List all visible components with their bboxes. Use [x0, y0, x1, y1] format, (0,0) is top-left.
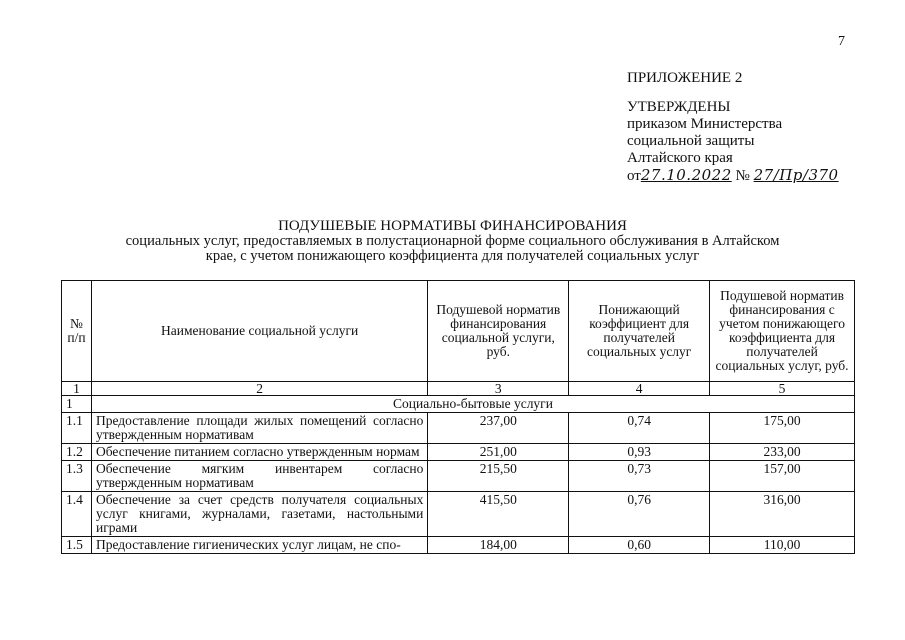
- row-service-name: Предоставление гигиенических услуг лицам, не спо-: [91, 537, 427, 554]
- row-coefficient: 0,93: [569, 444, 710, 461]
- row-service-name: Обеспечение мягким инвентарем согласно утвержденным нормативам: [91, 461, 427, 492]
- header-index: № п/п: [62, 281, 92, 382]
- row-result: 175,00: [710, 413, 855, 444]
- row-result: 110,00: [710, 537, 855, 554]
- approval-line-2: социальной защиты: [627, 133, 755, 149]
- row-index: 1.5: [62, 537, 92, 554]
- header-result: Подушевой норматив финансирования с учетом понижающего коэффициента для получателей социальных услуг, руб.: [710, 281, 855, 382]
- column-number: 4: [569, 382, 710, 396]
- column-number: 1: [62, 382, 92, 396]
- number-prefix: №: [735, 168, 750, 184]
- row-service-name: Обеспечение за счет средств получателя социальных услуг книгами, журналами, газетами, настольными играми: [91, 492, 427, 537]
- appendix-title: ПРИЛОЖЕНИЕ 2: [627, 70, 743, 86]
- header-coefficient: Понижающий коэффициент для получателей социальных услуг: [569, 281, 710, 382]
- row-norm: 184,00: [428, 537, 569, 554]
- page-number: 7: [838, 34, 845, 49]
- table-row: [62, 492, 855, 537]
- approval-line-3: Алтайского края: [627, 150, 733, 166]
- column-number: 3: [428, 382, 569, 396]
- column-number: 5: [710, 382, 855, 396]
- table-row: [62, 461, 855, 492]
- row-norm: 237,00: [428, 413, 569, 444]
- row-result: 233,00: [710, 444, 855, 461]
- column-number-row: [62, 382, 855, 396]
- table-row: [62, 537, 855, 554]
- section-row: [62, 396, 855, 413]
- section-title: Социально-бытовые услуги: [91, 396, 854, 413]
- row-result: 316,00: [710, 492, 855, 537]
- row-norm: 215,50: [428, 461, 569, 492]
- table-header-row: [62, 281, 855, 382]
- table-row: [62, 444, 855, 461]
- approved-label: УТВЕРЖДЕНЫ: [627, 99, 731, 115]
- table-row: [62, 413, 855, 444]
- date-prefix: от: [627, 168, 641, 184]
- row-coefficient: 0,74: [569, 413, 710, 444]
- header-service-name: Наименование социальной услуги: [91, 281, 427, 382]
- row-norm: 415,50: [428, 492, 569, 537]
- handwritten-date: 27.10.2022: [640, 166, 732, 184]
- section-index: 1: [62, 396, 92, 413]
- approval-block: [627, 70, 839, 185]
- document-title: [0, 219, 905, 264]
- approval-line-1: приказом Министерства: [627, 116, 783, 132]
- handwritten-order-number: 27/Пр/370: [753, 166, 839, 184]
- row-index: 1.2: [62, 444, 92, 461]
- row-index: 1.1: [62, 413, 92, 444]
- title-line-1: ПОДУШЕВЫЕ НОРМАТИВЫ ФИНАНСИРОВАНИЯ: [278, 218, 627, 234]
- row-index: 1.4: [62, 492, 92, 537]
- row-service-name: Обеспечение питанием согласно утвержденным нормам: [91, 444, 427, 461]
- header-norm: Подушевой норматив финансирования социальной услуги, руб.: [428, 281, 569, 382]
- title-line-2: социальных услуг, предоставляемых в полустационарной форме социального обслуживания в Алтайском: [125, 233, 780, 249]
- norms-table: [61, 280, 855, 554]
- row-coefficient: 0,76: [569, 492, 710, 537]
- row-coefficient: 0,60: [569, 537, 710, 554]
- row-coefficient: 0,73: [569, 461, 710, 492]
- row-result: 157,00: [710, 461, 855, 492]
- column-number: 2: [91, 382, 427, 396]
- title-line-3: крае, с учетом понижающего коэффициента для получателей социальных услуг: [205, 248, 700, 264]
- row-norm: 251,00: [428, 444, 569, 461]
- row-index: 1.3: [62, 461, 92, 492]
- order-line: [627, 167, 839, 185]
- row-service-name: Предоставление площади жилых помещений согласно утвержденным нормативам: [91, 413, 427, 444]
